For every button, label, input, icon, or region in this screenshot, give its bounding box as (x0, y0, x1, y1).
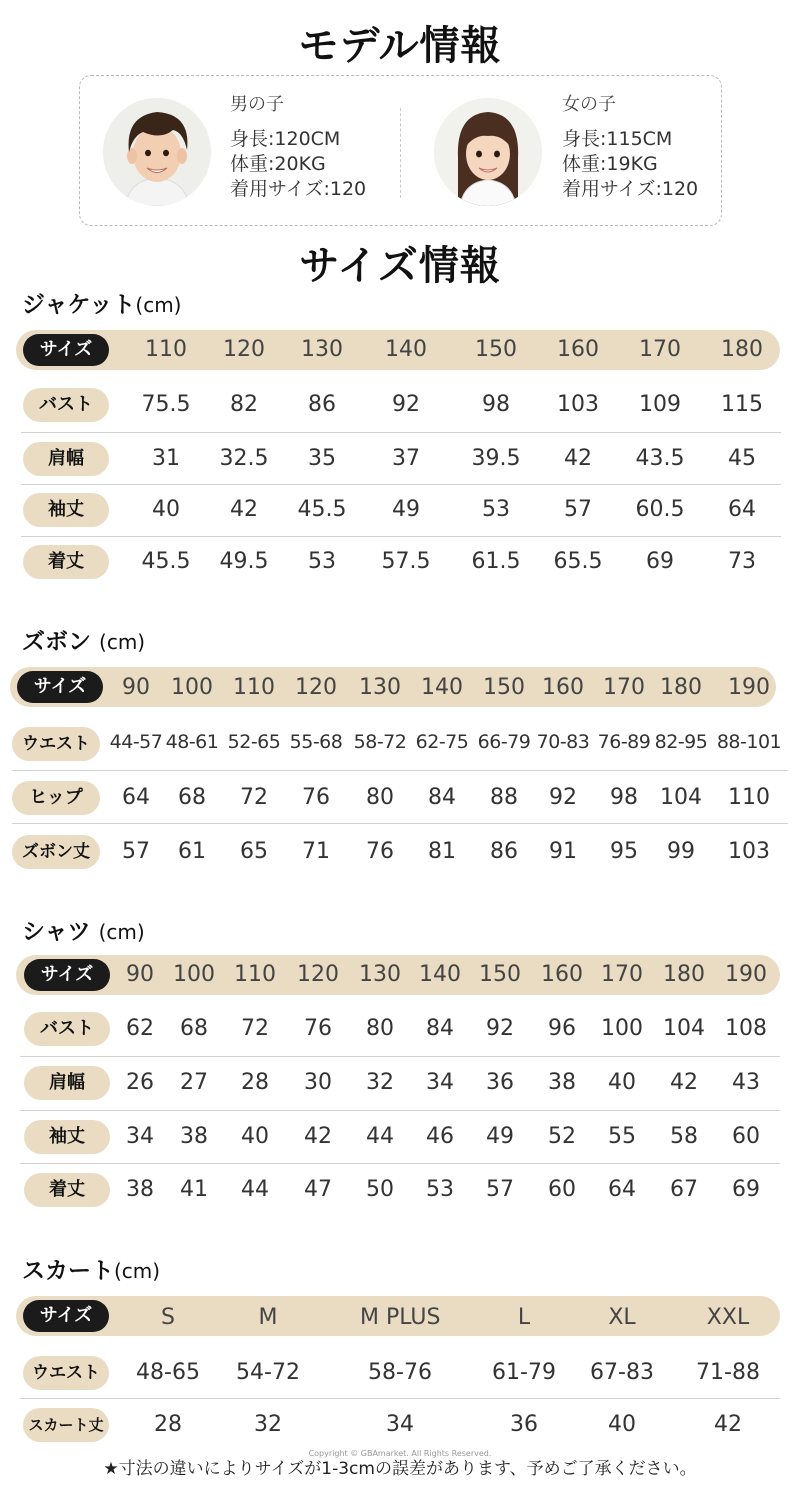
jacket-cell: 86 (308, 392, 336, 417)
boy-weight: 体重:20KG (230, 153, 326, 175)
pants-cell: 86 (490, 839, 518, 864)
skirt-size-header-label: サイズ (23, 1300, 109, 1332)
pants-size-header-label: サイズ (17, 671, 103, 703)
pants-size-1: 100 (171, 675, 213, 700)
pants-unit: (cm) (99, 630, 146, 654)
pants-cell: 55-68 (289, 731, 343, 753)
pants-cell: 58-72 (353, 731, 407, 753)
shirt-size-2: 110 (234, 962, 276, 987)
pants-size-4: 130 (359, 675, 401, 700)
pants-cell: 76-89 (597, 731, 651, 753)
pants-title: ズボン (22, 629, 91, 655)
jacket-cell: 98 (482, 392, 510, 417)
jacket-row-label: 着丈 (23, 545, 109, 579)
pants-cell: 88 (490, 785, 518, 810)
shirt-cell: 69 (732, 1177, 760, 1202)
jacket-cell: 53 (482, 497, 510, 522)
pants-size-7: 160 (542, 675, 584, 700)
pants-cell: 66-79 (477, 731, 531, 753)
shirt-cell: 26 (126, 1070, 154, 1095)
pants-cell: 44-57 (109, 731, 163, 753)
pants-cell: 64 (122, 785, 150, 810)
shirt-cell: 58 (670, 1124, 698, 1149)
jacket-cell: 37 (392, 446, 420, 471)
shirt-cell: 27 (180, 1070, 208, 1095)
shirt-cell: 55 (608, 1124, 636, 1149)
girl-height: 身長:115CM (562, 128, 673, 150)
jacket-cell: 42 (230, 497, 258, 522)
boy-height: 身長:120CM (230, 128, 341, 150)
skirt-cell: 28 (154, 1412, 182, 1437)
shirt-row-divider (20, 1110, 780, 1111)
shirt-cell: 76 (304, 1016, 332, 1041)
jacket-cell: 64 (728, 497, 756, 522)
shirt-cell: 72 (241, 1016, 269, 1041)
shirt-title: シャツ (22, 919, 91, 945)
model-divider (400, 108, 401, 198)
jacket-cell: 53 (308, 549, 336, 574)
shirt-cell: 44 (366, 1124, 394, 1149)
jacket-cell: 35 (308, 446, 336, 471)
shirt-size-7: 160 (541, 962, 583, 987)
jacket-unit: (cm) (135, 293, 182, 317)
shirt-cell: 46 (426, 1124, 454, 1149)
skirt-row-divider (20, 1398, 780, 1399)
jacket-cell: 103 (557, 392, 599, 417)
jacket-cell: 57.5 (381, 549, 431, 574)
skirt-row-label: スカート丈 (23, 1408, 109, 1442)
pants-section-title (22, 623, 145, 656)
shirt-cell: 60 (548, 1177, 576, 1202)
jacket-size-3: 140 (385, 337, 427, 362)
shirt-cell: 34 (426, 1070, 454, 1095)
shirt-unit: (cm) (98, 920, 145, 944)
skirt-cell: 42 (714, 1412, 742, 1437)
shirt-cell: 42 (304, 1124, 332, 1149)
shirt-row-label: 肩幅 (24, 1066, 110, 1100)
pants-cell: 98 (610, 785, 638, 810)
pants-size-8: 170 (603, 675, 645, 700)
pants-cell: 71 (302, 839, 330, 864)
pants-row-label: ウエスト (12, 727, 100, 761)
jacket-size-5: 160 (557, 337, 599, 362)
pants-cell: 68 (178, 785, 206, 810)
shirt-cell: 53 (426, 1177, 454, 1202)
skirt-cell: 36 (510, 1412, 538, 1437)
jacket-cell: 57 (564, 497, 592, 522)
pants-cell: 76 (302, 785, 330, 810)
jacket-row-label: 肩幅 (23, 442, 109, 476)
shirt-cell: 38 (126, 1177, 154, 1202)
jacket-size-1: 120 (223, 337, 265, 362)
jacket-cell: 109 (639, 392, 681, 417)
skirt-cell: 54-72 (236, 1360, 300, 1385)
boy-model-photo (103, 98, 211, 206)
jacket-section-title (22, 286, 181, 319)
jacket-row-divider (21, 536, 781, 537)
jacket-cell: 40 (152, 497, 180, 522)
pants-size-5: 140 (421, 675, 463, 700)
shirt-row-label: バスト (24, 1012, 110, 1046)
jacket-title: ジャケット (22, 292, 136, 318)
shirt-size-0: 90 (126, 962, 154, 987)
shirt-cell: 44 (241, 1177, 269, 1202)
skirt-cell: 32 (254, 1412, 282, 1437)
shirt-cell: 38 (548, 1070, 576, 1095)
pants-cell: 88-101 (716, 731, 782, 753)
boy-worn-size: 着用サイズ:120 (230, 178, 367, 200)
jacket-cell: 49 (392, 497, 420, 522)
pants-size-2: 110 (233, 675, 275, 700)
shirt-cell: 41 (180, 1177, 208, 1202)
shirt-cell: 68 (180, 1016, 208, 1041)
shirt-cell: 40 (241, 1124, 269, 1149)
jacket-cell: 39.5 (471, 446, 521, 471)
pants-cell: 82-95 (654, 731, 708, 753)
shirt-cell: 100 (601, 1016, 643, 1041)
shirt-cell: 84 (426, 1016, 454, 1041)
shirt-size-header-label: サイズ (24, 959, 110, 991)
jacket-cell: 31 (152, 446, 180, 471)
boy-model-info (230, 92, 366, 202)
pants-cell: 62-75 (415, 731, 469, 753)
pants-size-6: 150 (483, 675, 525, 700)
shirt-cell: 64 (608, 1177, 636, 1202)
shirt-cell: 28 (241, 1070, 269, 1095)
copyright-watermark: Copyright © GBAmarket. All Rights Reserved. (308, 1449, 492, 1458)
pants-cell: 48-61 (165, 731, 219, 753)
skirt-cell: 34 (386, 1412, 414, 1437)
girl-label: 女の子 (562, 94, 616, 115)
pants-size-3: 120 (295, 675, 337, 700)
jacket-cell: 82 (230, 392, 258, 417)
jacket-row-divider (21, 432, 781, 433)
jacket-size-2: 130 (301, 337, 343, 362)
shirt-size-8: 170 (601, 962, 643, 987)
skirt-size-3: L (517, 1305, 531, 1330)
shirt-cell: 30 (304, 1070, 332, 1095)
girl-model-info (562, 92, 698, 202)
jacket-cell: 32.5 (219, 446, 269, 471)
skirt-size-4: XL (608, 1305, 636, 1330)
skirt-unit: (cm) (114, 1259, 161, 1283)
shirt-size-1: 100 (173, 962, 215, 987)
jacket-cell: 115 (721, 392, 763, 417)
jacket-cell: 61.5 (471, 549, 521, 574)
pants-cell: 84 (428, 785, 456, 810)
pants-cell: 57 (122, 839, 150, 864)
jacket-row-label: 袖丈 (23, 493, 109, 527)
shirt-row-divider (20, 1163, 780, 1164)
shirt-cell: 62 (126, 1016, 154, 1041)
shirt-cell: 96 (548, 1016, 576, 1041)
pants-cell: 72 (240, 785, 268, 810)
jacket-cell: 60.5 (635, 497, 685, 522)
shirt-size-5: 140 (419, 962, 461, 987)
shirt-size-6: 150 (479, 962, 521, 987)
shirt-size-4: 130 (359, 962, 401, 987)
shirt-cell: 92 (486, 1016, 514, 1041)
shirt-cell: 42 (670, 1070, 698, 1095)
boy-label: 男の子 (230, 94, 284, 115)
pants-row-label: ズボン丈 (12, 835, 100, 869)
shirt-cell: 104 (663, 1016, 705, 1041)
model-info-title: モデル情報 (298, 23, 502, 69)
girl-model-photo (434, 98, 542, 206)
jacket-cell: 42 (564, 446, 592, 471)
pants-cell: 52-65 (227, 731, 281, 753)
shirt-row-divider (20, 1056, 780, 1057)
pants-row-divider (12, 770, 788, 771)
jacket-size-4: 150 (475, 337, 517, 362)
shirt-section-title (22, 913, 145, 946)
jacket-size-header-label: サイズ (23, 334, 109, 366)
jacket-cell: 69 (646, 549, 674, 574)
shirt-cell: 47 (304, 1177, 332, 1202)
pants-row-label: ヒップ (12, 781, 100, 815)
pants-cell: 81 (428, 839, 456, 864)
pants-cell: 104 (660, 785, 702, 810)
skirt-cell: 58-76 (368, 1360, 432, 1385)
pants-row-divider (12, 823, 788, 824)
pants-cell: 76 (366, 839, 394, 864)
skirt-cell: 71-88 (696, 1360, 760, 1385)
shirt-cell: 60 (732, 1124, 760, 1149)
girl-weight: 体重:19KG (562, 153, 658, 175)
shirt-size-3: 120 (297, 962, 339, 987)
pants-cell: 80 (366, 785, 394, 810)
shirt-size-9: 180 (663, 962, 705, 987)
skirt-section-title (22, 1252, 160, 1285)
pants-cell: 99 (667, 839, 695, 864)
shirt-size-10: 190 (725, 962, 767, 987)
pants-cell: 103 (728, 839, 770, 864)
jacket-cell: 43.5 (635, 446, 685, 471)
shirt-cell: 34 (126, 1124, 154, 1149)
jacket-size-6: 170 (639, 337, 681, 362)
pants-size-10: 190 (728, 675, 770, 700)
skirt-size-0: S (161, 1305, 175, 1330)
skirt-title: スカート (22, 1258, 114, 1284)
jacket-row-label: バスト (23, 388, 109, 422)
shirt-cell: 38 (180, 1124, 208, 1149)
jacket-cell: 75.5 (141, 392, 191, 417)
skirt-row-label: ウエスト (23, 1356, 109, 1390)
shirt-cell: 57 (486, 1177, 514, 1202)
shirt-cell: 80 (366, 1016, 394, 1041)
shirt-row-label: 袖丈 (24, 1120, 110, 1154)
skirt-size-5: XXL (706, 1305, 750, 1330)
size-info-title: サイズ情報 (299, 243, 501, 289)
skirt-cell: 48-65 (136, 1360, 200, 1385)
girl-worn-size: 着用サイズ:120 (562, 178, 699, 200)
pants-cell: 70-83 (536, 731, 590, 753)
shirt-cell: 50 (366, 1177, 394, 1202)
jacket-cell: 49.5 (219, 549, 269, 574)
jacket-size-7: 180 (721, 337, 763, 362)
shirt-cell: 43 (732, 1070, 760, 1095)
shirt-cell: 36 (486, 1070, 514, 1095)
skirt-cell: 40 (608, 1412, 636, 1437)
pants-size-9: 180 (660, 675, 702, 700)
skirt-cell: 67-83 (590, 1360, 654, 1385)
jacket-cell: 92 (392, 392, 420, 417)
skirt-cell: 61-79 (492, 1360, 556, 1385)
pants-cell: 91 (549, 839, 577, 864)
shirt-cell: 49 (486, 1124, 514, 1149)
shirt-row-label: 着丈 (24, 1173, 110, 1207)
jacket-cell: 45.5 (297, 497, 347, 522)
jacket-cell: 65.5 (553, 549, 603, 574)
shirt-cell: 32 (366, 1070, 394, 1095)
shirt-cell: 40 (608, 1070, 636, 1095)
jacket-cell: 45.5 (141, 549, 191, 574)
pants-cell: 61 (178, 839, 206, 864)
jacket-cell: 45 (728, 446, 756, 471)
jacket-size-0: 110 (145, 337, 187, 362)
shirt-cell: 67 (670, 1177, 698, 1202)
pants-cell: 95 (610, 839, 638, 864)
shirt-cell: 52 (548, 1124, 576, 1149)
shirt-cell: 108 (725, 1016, 767, 1041)
skirt-size-1: M (258, 1305, 278, 1330)
skirt-size-2: M PLUS (360, 1305, 441, 1330)
pants-cell: 110 (728, 785, 770, 810)
pants-cell: 92 (549, 785, 577, 810)
pants-size-0: 90 (122, 675, 150, 700)
pants-cell: 65 (240, 839, 268, 864)
size-tolerance-note: ★寸法の違いによりサイズが1-3cmの誤差があります、予めご了承ください。 (103, 1459, 697, 1479)
jacket-row-divider (21, 484, 781, 485)
jacket-cell: 73 (728, 549, 756, 574)
